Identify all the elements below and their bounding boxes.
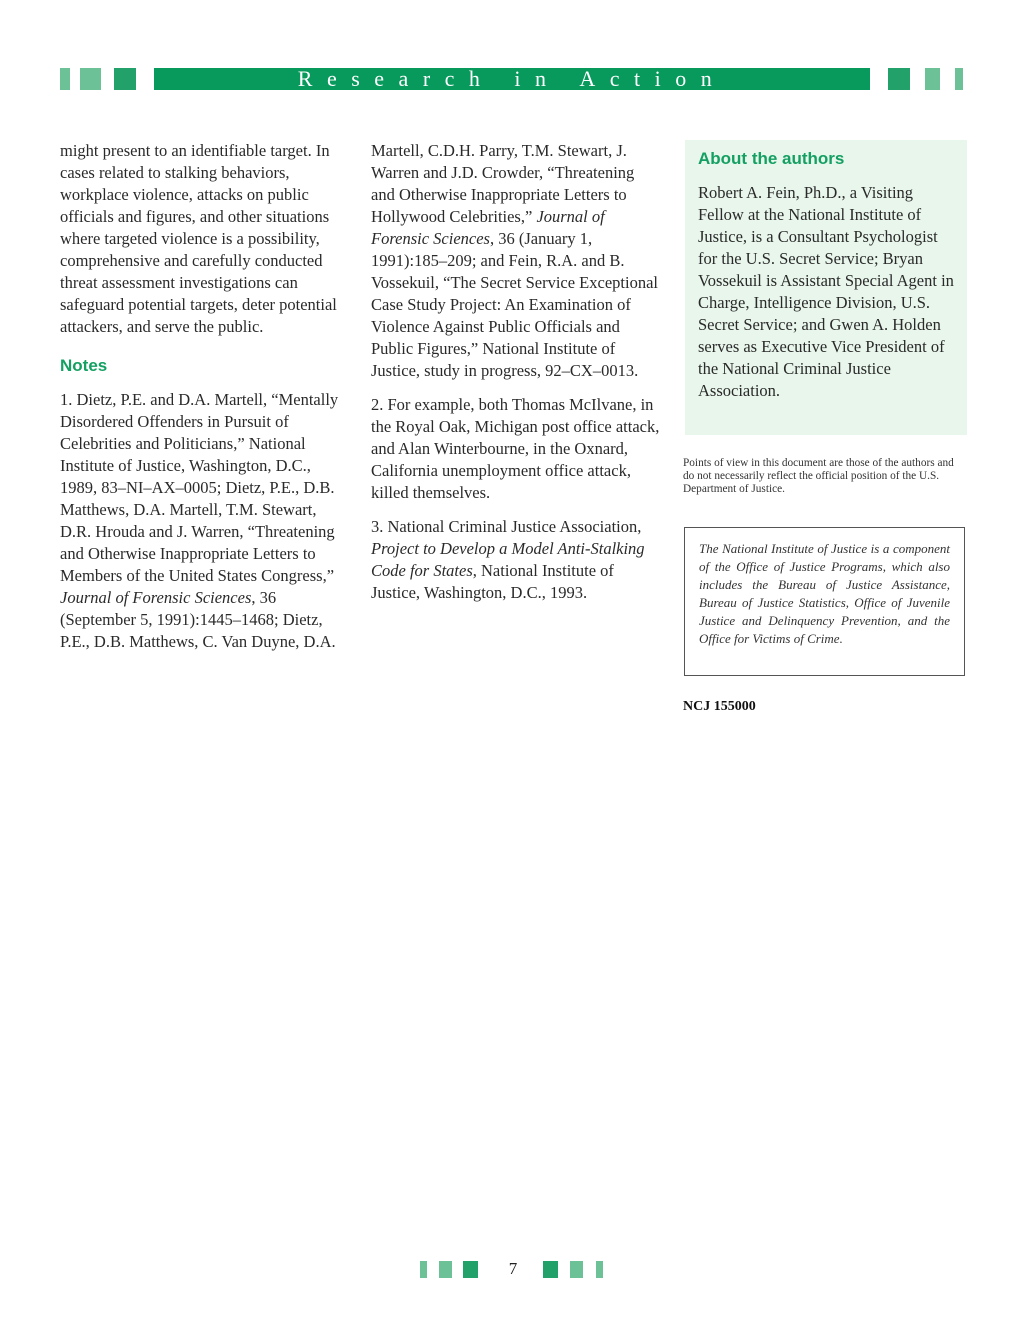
note-1-continued-text: Martell, C.D.H. Parry, T.M. Stewart, J. Warren and J.D. Crowder, “Threatening and Otherwise Inappropriate Letters to Hollywood Celebrities,” <box>371 141 635 226</box>
note-3-text: 3. National Criminal Justice Association, <box>371 517 642 536</box>
disclaimer-text: Points of view in this document are those of the authors and do not necessarily reflect the official position of the U.S. Department of Justice. <box>683 457 954 495</box>
header-square-decoration <box>114 68 136 90</box>
note-3 <box>371 516 661 604</box>
nij-statement-text: The National Institute of Justice is a component of the Office of Justice Programs, which also includes the Bureau of Justice Assistance, Bureau of Justice Statistics, Office of Juvenile Justice and Delinquency Prevention, and the Office for Victims of Crime. <box>699 541 950 646</box>
header-square-decoration <box>955 68 963 90</box>
about-authors-text: Robert A. Fein, Ph.D., a Visiting Fellow at the National Institute of Justice, is a Consultant Psychologist for the U.S. Secret Service; Bryan Vossekuil is Assistant Special Agent in Charge, Intelligence Division, U.S. Secret Service; and Gwen A. Holden serves as Executive Vice President of the National Criminal Justice Association. <box>698 183 954 400</box>
ncj-number: NCJ 155000 <box>683 699 756 714</box>
footer-square-decoration <box>439 1261 452 1278</box>
note-1-continued-journal: Journal of Forensic Sciences <box>371 207 605 248</box>
note-1-text-cont: , 36 (September 5, 1991):1445–1468; Dietz, P.E., D.B. Matthews, C. Van Duyne, D.A. <box>60 588 336 651</box>
note-3-title: Project to Develop a Model Anti-Stalking Code for States <box>371 539 645 580</box>
spacer <box>371 504 661 516</box>
note-1-continued <box>371 140 661 382</box>
header-title: Research in Action <box>154 68 870 90</box>
note-1-continued-text-cont: , 36 (January 1, 1991):185–209; and Fein, R.A. and B. Vossekuil, “The Secret Service Exceptional Case Study Project: An Examination of Violence Against Public Officials and Public Figures,” National Institute of Justice, study in progress, 92–CX–0013. <box>371 229 658 380</box>
notes-heading: Notes <box>60 356 108 375</box>
note-3-text-cont: , National Institute of Justice, Washington, D.C., 1993. <box>371 561 614 602</box>
note-2: 2. For example, both Thomas McIlvane, in the Royal Oak, Michigan post office attack, and Alan Winterbourne, in the Oxnard, California unemployment office attack, killed themselves. <box>371 395 660 502</box>
header-band <box>0 68 1024 90</box>
column-middle <box>371 140 661 604</box>
header-square-decoration <box>80 68 101 90</box>
spacer <box>371 382 661 394</box>
nij-statement-box <box>684 527 965 676</box>
footer-square-decoration <box>463 1261 478 1278</box>
footer-square-decoration <box>543 1261 558 1278</box>
header-square-decoration <box>888 68 910 90</box>
header-square-decoration <box>925 68 940 90</box>
about-authors-heading: About the authors <box>698 149 845 168</box>
column-left <box>60 140 350 653</box>
body-paragraph: might present to an identifiable target. In cases related to stalking behaviors, workplace violence, attacks on public officials and figures, and other situations where targeted violence is a possibility, comprehensive and carefully conducted threat assessment investigations can safeguard potential targets, deter potential attackers, and serve the public. <box>60 141 337 336</box>
footer-square-decoration <box>596 1261 603 1278</box>
footer-band <box>0 1261 1024 1279</box>
note-1-text: 1. Dietz, P.E. and D.A. Martell, “Mentally Disordered Offenders in Pursuit of Celebrities and Politicians,” National Institute of Justice, Washington, D.C., 1989, 83–NI–AX–0005; Dietz, P.E., D.B. Matthews, D.A. Martell, T.M. Stewart, D.R. Hrouda and J. Warren, “Threatening and Otherwise Inappropriate Letters to Members of the United States Congress,” <box>60 390 339 585</box>
footer-square-decoration <box>420 1261 427 1278</box>
about-authors-box <box>685 140 967 435</box>
footer-square-decoration <box>570 1261 583 1278</box>
page-number: 7 <box>508 1259 518 1278</box>
note-1 <box>60 389 350 653</box>
note-1-journal: Journal of Forensic Sciences <box>60 588 252 607</box>
header-square-decoration <box>60 68 70 90</box>
